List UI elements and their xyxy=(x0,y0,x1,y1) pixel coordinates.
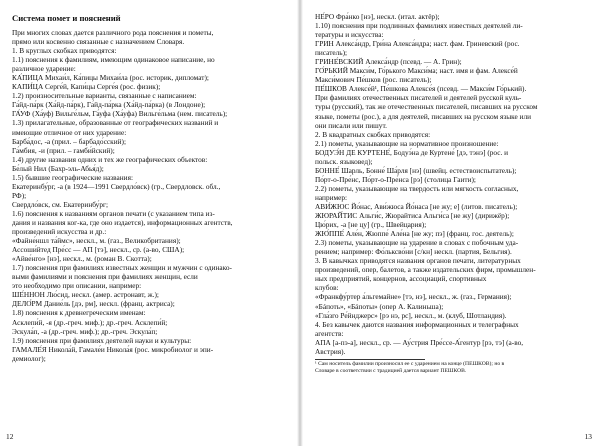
text-line: «Франкфу́ртер а́льгемайне» [тэ, нэ], нескл., ж. (газ., Германия); xyxy=(315,292,512,302)
text-line: 1.5) бывшие географические названия: xyxy=(12,172,133,182)
text-line: ГРИН Алекса́ндр, Гри́на Алекса́ндра; наст. фам. Гриневский (рос. xyxy=(315,39,520,49)
text-line: 1.7) пояснения при фамилиях известных женщин и мужчин с одинако- xyxy=(12,263,232,273)
text-line: По́рт-о-Пре́нс, По́рт-о-Пре́нса [рэ] (столица Гаити); xyxy=(315,174,476,184)
text-line: произведений, опер, балетов, а также издательских фирм, промышлен- xyxy=(315,265,536,275)
text-line: 2.3) пометы, указывающие на ударение в словах с побочным уда- xyxy=(315,238,519,248)
page-number: 13 xyxy=(584,432,592,441)
text-line: Макси́мович Пе́шков (рос. писатель); xyxy=(315,75,432,85)
page-number: 12 xyxy=(6,432,14,441)
text-line: рением; например: Фо́льксво́ни [с/кн] нескл. (партия, Бельгия). xyxy=(315,247,512,257)
text-line: писатель); xyxy=(315,48,348,58)
text-line: произведений искусства и др.: xyxy=(12,227,107,237)
section-heading: Система помет и пояснений xyxy=(12,13,121,23)
text-line: клубов: xyxy=(315,283,339,293)
text-line: Цю́рих, -а [не цу] (гр., Швейцария); xyxy=(315,220,427,230)
text-line: демиолог); xyxy=(12,353,46,363)
text-line: «Гла́зго Ре́йнджерс» [рэ нэ, рс], нескл., м. (клуб, Шотландия). xyxy=(315,310,507,320)
text-line: РФ); xyxy=(12,190,27,200)
text-line: 1.9) пояснения при фамилиях деятелей науки и культуры: xyxy=(12,335,192,345)
text-line: Барба́дос, -а (прил. – барбадо́сский); xyxy=(12,136,126,146)
text-line: 1.2) произносительные варианты, связанные с написанием: xyxy=(12,91,197,101)
right-page-body xyxy=(315,12,588,356)
text-line: Бе́лый Нил (Бахр-эль-Абья́д); xyxy=(12,163,104,173)
footnotes xyxy=(315,361,588,375)
text-line: КА́ПИЦА Михаи́л, Ка́пицы Михаи́ла (рос. историк, дипломат); xyxy=(12,73,209,83)
text-line: например: xyxy=(315,192,348,202)
text-line: Га́мбия, -и (прил. – гамби́йский); xyxy=(12,145,115,155)
text-line: 1.3) прилагательные, образованные от географических названий и xyxy=(12,118,219,128)
left-page xyxy=(0,0,297,446)
text-line: тературы и искусства: xyxy=(315,30,384,40)
text-line: польск. языковед); xyxy=(315,156,373,166)
text-line: прямо или косвенно связанные с назначением Словаря. xyxy=(12,37,185,47)
text-line: ГО́РЬКИЙ Макси́м, Го́рького Макси́ма; наст. имя и фам. Алексе́й xyxy=(315,66,518,76)
text-line: 2. В квадратных скобках приводятся: xyxy=(315,129,431,139)
text-line: Эскула́п, -а (др.-греч. миф.); др.-греч. Эскула́п; xyxy=(12,326,158,336)
text-line: Ассоши́йтед Пре́сс — АП [тэ], нескл., ср. (а-во, США); xyxy=(12,245,185,255)
text-line: «Бáпоть», «Бáпоты» (опер А. Калиньша); xyxy=(315,301,444,311)
text-line: ГРИНЕ́ВСКИЙ Алекса́ндр (псевд. — А. Грин); xyxy=(315,57,462,67)
text-line: БОННЕ́ Шарль, Бонне́ Ша́рля [нэ] (швейц. естествоиспытатель); xyxy=(315,165,517,175)
text-line: они писали или пишут. xyxy=(315,120,387,130)
footnote-line: ¹ Сам носитель фамилии произносил ее с ударением на конце (ПЕШКОВ); но в xyxy=(315,360,505,367)
text-line: агентств: xyxy=(315,328,344,338)
text-line: 2.2) пометы, указывающие на твердость или мягкость согласных, xyxy=(315,183,519,193)
text-line: ГА́УФ (Ха́уф) Вильге́льм, Га́уфа (Ха́уфа) Вильге́льма (нем. писатель); xyxy=(12,109,228,119)
text-line: Асклепи́й, -я (др.-греч. миф.); др.-греч. Асклепи́й; xyxy=(12,317,168,327)
text-line: туры (русский), так же отечественных писателей, писавших на русском xyxy=(315,102,538,112)
footnote-rule xyxy=(315,359,425,360)
text-line: 4. Без кавычек даются названия информационных и телеграфных xyxy=(315,319,519,329)
text-line: АВИ́ЖЮС Йо́нас, Ави́жюса Йо́наса [не жу; е] (литов. писатель); xyxy=(315,201,518,211)
text-line: ЖЮ́ППЕ́ Але́н, Жюппе́ Але́на [не жу; пэ] (франц. гос. деятель); xyxy=(315,229,514,239)
left-page-body xyxy=(12,28,285,363)
text-line: имеющие отличное от них ударение: xyxy=(12,127,127,137)
text-line: Га́йд-па́рк (Ха́йд-па́рк), Га́йд-па́рка (Ха́йд-па́рка) (в Лондоне); xyxy=(12,100,206,110)
text-line: Екатеринбу́рг, -а (в 1924—1991 Свердло́вск) (гр., Свердловск. обл., xyxy=(12,181,221,191)
text-line: 1.10) пояснения при подлинных фамилиях известных деятелей ли- xyxy=(315,21,523,31)
footnote-line: Словаре в соответствии с традицией дается вариант ПЕ́ШКОВ. xyxy=(315,367,467,374)
text-line: различное ударение: xyxy=(12,64,76,74)
text-line: ГАМАЛЕ́Я Никола́й, Гамале́и Никола́я (рос. микробиолог и эпи- xyxy=(12,344,214,354)
text-line: 1.1) пояснения к фамилиям, имеющим одинаковое написание, но xyxy=(12,55,215,65)
text-line: КАПИ́ЦА Серге́й, Капи́цы Серге́я (рос. физик); xyxy=(12,82,161,92)
text-line: ЖЮРАЙ́ТИС Альги́с, Жюрайтиса Альги́са [не жу] (дирижёр); xyxy=(315,211,510,221)
text-line: «Айве́нго» [нэ], нескл., м. (роман В. Скотта); xyxy=(12,254,152,264)
text-line: АПА [а-пэ-а], нескл., ср. — Ау́стрия Пре́ссе-А́гентур [рэ, тэ] (а-во, xyxy=(315,337,524,347)
text-line: выми фамилиями и пояснения при фамилиях женщин, если xyxy=(12,272,198,282)
text-line: ПЕ́ШКОВ Алексе́й¹, Пе́шкова Алексе́я (псевд. — Макси́м Го́рький). xyxy=(315,84,527,94)
text-line: ДЕЛО́РМ Дание́ль [дэ, рм], нескл. (франц. актриса); xyxy=(12,299,175,309)
text-line: ШЕ́ННОН Лю́сид, нескл. (амер. астронавт, ж.); xyxy=(12,290,159,300)
text-line: 1.4) другие названия одних и тех же географических объектов: xyxy=(12,154,208,164)
right-page xyxy=(303,0,600,446)
text-line: 1. В круглых скобках приводятся: xyxy=(12,46,117,56)
text-line: При фамилиях отечественных писателей и деятелей русской куль- xyxy=(315,93,522,103)
text-line: БОДУЭ́Н ДЕ КУРТЕНЕ́, Бодуэ́на де Куртене́ [дэ, тэнэ] (рос. и xyxy=(315,147,509,157)
text-line: 3. В кавычках приводятся названия органов печати, литературных xyxy=(315,256,521,266)
text-line: языке, пометы (рос.), а для деятелей, писавших на русском языке или xyxy=(315,111,532,121)
text-line: При многих словах дается различного рода пояснения и пометы, xyxy=(12,28,214,37)
text-line: Свердло́вск, см. Екатеринбу́рг; xyxy=(12,199,108,209)
text-line: НЕ́РО Фра́нко [нэ], нескл. (итал. актёр); xyxy=(315,12,440,21)
text-line: 1.8) пояснения к древнегреческим именам: xyxy=(12,308,146,318)
text-line: это необходимо при описании, например: xyxy=(12,281,142,291)
text-line: 1.6) пояснения к названиям органов печати (с указанием типа из- xyxy=(12,208,215,218)
text-line: ных предприятий, концернов, ассоциаций, спортивных xyxy=(315,274,487,284)
text-line: «Файне́ншл та́ймс», нескл., м. (газ., Великобритания); xyxy=(12,236,181,246)
text-line: дания и названия ког-ка, где оно издается), информационных агентств, xyxy=(12,217,233,227)
text-line: Австрия). xyxy=(315,346,346,356)
text-line: 2.1) пометы, указывающие на нормативное произношение: xyxy=(315,138,499,148)
